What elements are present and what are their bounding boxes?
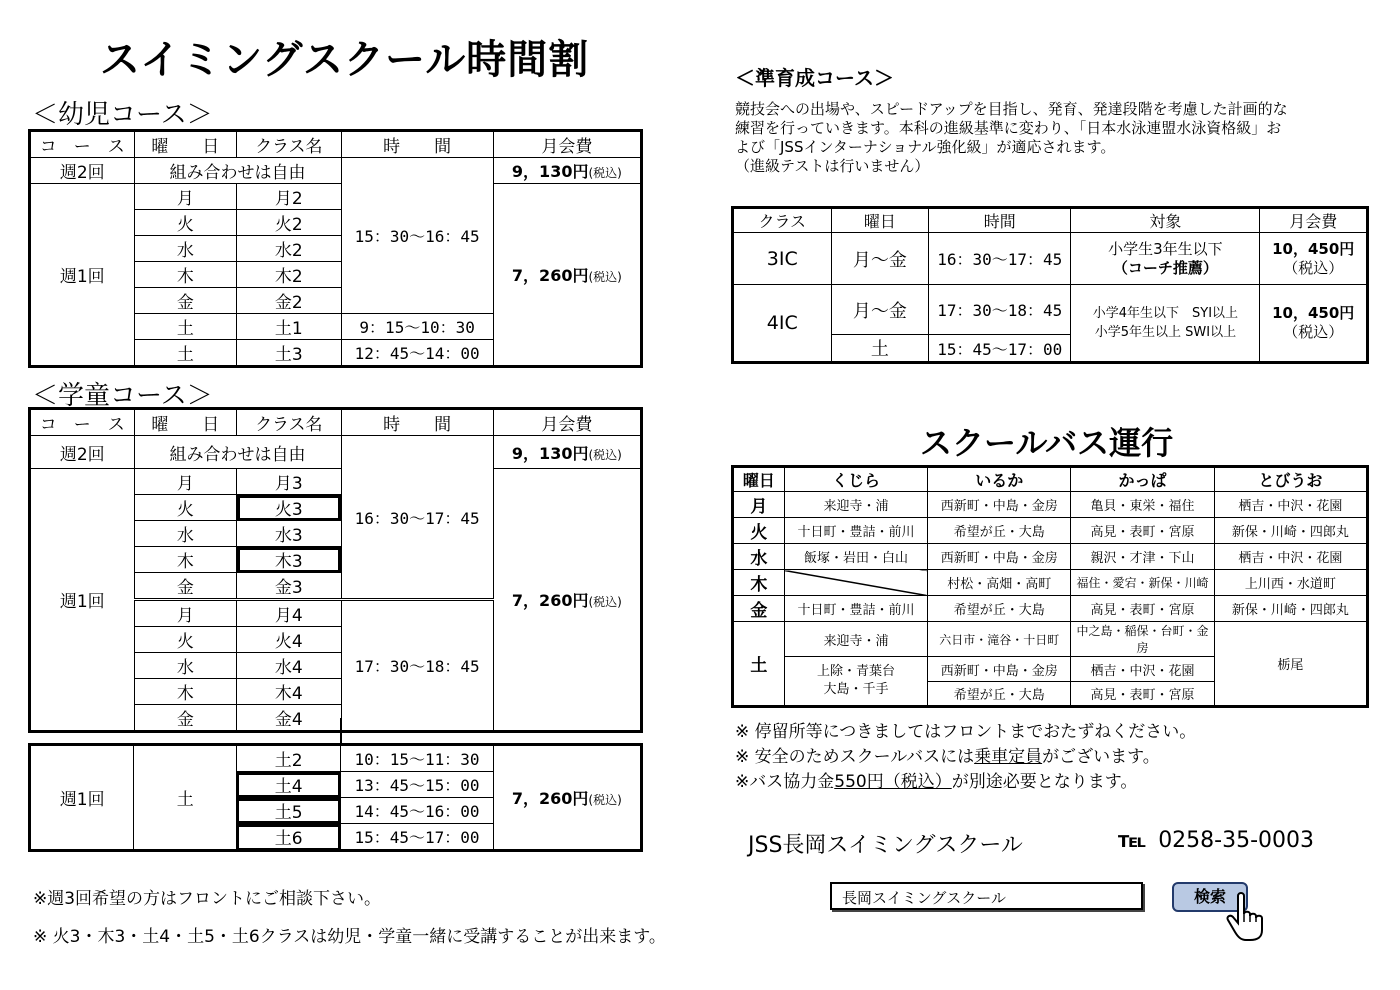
bus-header: とびうお bbox=[1214, 467, 1367, 492]
header-class: クラス名 bbox=[237, 409, 341, 436]
prep-class-4ic: 4IC bbox=[733, 285, 832, 363]
day-cell: 火 bbox=[134, 495, 237, 521]
bus-stop: 福住・愛宕・新保・川崎 bbox=[1071, 570, 1214, 596]
class-cell: 金3 bbox=[237, 573, 341, 600]
bus-stop-none bbox=[784, 570, 927, 596]
bus-stop: 高見・表町・宮原 bbox=[1071, 682, 1214, 707]
bus-notes bbox=[735, 720, 1196, 795]
header-class: クラス名 bbox=[237, 131, 341, 158]
bus-header: 曜日 bbox=[733, 467, 785, 492]
twice-fee: 9，130円(税込) bbox=[493, 158, 641, 184]
bus-stop: 上除・青葉台 大島・千手 bbox=[784, 657, 927, 707]
bus-stop: 西新町・中島・金房 bbox=[928, 544, 1071, 570]
prep-header-time: 時間 bbox=[929, 208, 1071, 233]
prep-target: 小学4年生以下 SYⅠ以上 小学5年生以上 SWⅠ以上 bbox=[1071, 285, 1260, 363]
day-cell: 土 bbox=[134, 340, 237, 367]
header-fee: 月会費 bbox=[493, 131, 641, 158]
gakudo-table bbox=[28, 407, 643, 733]
class-cell: 土3 bbox=[237, 340, 341, 367]
time-cell: 15：45～17：00 bbox=[341, 824, 493, 851]
prep-header-target: 対象 bbox=[1071, 208, 1260, 233]
bus-stop: 来迎寺・浦 bbox=[784, 622, 927, 657]
header-day: 曜 日 bbox=[134, 409, 237, 436]
class-cell: 木2 bbox=[237, 262, 341, 288]
class-cell-shared: 土5 bbox=[236, 798, 340, 824]
bus-day: 水 bbox=[733, 544, 785, 570]
class-cell-shared: 火3 bbox=[237, 495, 341, 521]
class-cell: 水3 bbox=[237, 521, 341, 547]
prep-desc-line: 競技会への出場や、スピードアップを目指し、発育、発達段階を考慮した計画的な bbox=[735, 100, 1288, 118]
bus-stop: 来迎寺・浦 bbox=[784, 492, 927, 518]
twice-fee: 9，130円(税込) bbox=[493, 436, 641, 469]
prep-table bbox=[731, 206, 1369, 364]
prep-day: 月～金 bbox=[831, 233, 929, 285]
bus-stop: 亀貝・東栄・福住 bbox=[1071, 492, 1214, 518]
class-cell: 土2 bbox=[236, 745, 340, 772]
bus-stop: 栖吉・中沢・花園 bbox=[1214, 492, 1367, 518]
once-fee: 7，260円(税込) bbox=[493, 184, 641, 367]
header-course: コ ー ス bbox=[30, 131, 135, 158]
time-cell: 10：15～11：30 bbox=[341, 745, 493, 772]
page-title: スイミングスクール時間割 bbox=[100, 37, 590, 83]
school-name: JSS長岡スイミングスクール bbox=[748, 833, 1023, 858]
prep-day: 土 bbox=[831, 335, 929, 363]
class-cell: 火2 bbox=[237, 210, 341, 236]
prep-class-3ic: 3IC bbox=[733, 233, 832, 285]
bus-stop: 希望が丘・大島 bbox=[928, 682, 1071, 707]
day-cell: 木 bbox=[134, 262, 237, 288]
time-cell: 14：45～16：00 bbox=[341, 798, 493, 824]
class-cell-shared: 土6 bbox=[236, 824, 340, 851]
bus-day: 火 bbox=[733, 518, 785, 544]
day-cell: 月 bbox=[134, 184, 237, 210]
bus-stop: 希望が丘・大島 bbox=[928, 596, 1071, 622]
day-cell: 金 bbox=[134, 705, 237, 732]
prep-day: 月～金 bbox=[831, 285, 929, 335]
header-course: コ ー ス bbox=[30, 409, 135, 436]
bus-stop: 栃尾 bbox=[1214, 622, 1367, 707]
twice-course: 週2回 bbox=[30, 436, 135, 469]
class-cell: 土1 bbox=[237, 314, 341, 340]
once-course: 週1回 bbox=[30, 469, 135, 732]
time-cell: 13：45～15：00 bbox=[341, 772, 493, 798]
day-cell: 金 bbox=[134, 573, 237, 600]
note-shared-classes: ※ 火3・木3・土4・土5・土6クラスは幼児・学童一緒に受講することが出来ます。 bbox=[33, 927, 666, 947]
prep-time: 15：45～17：00 bbox=[929, 335, 1071, 363]
bus-stop: 高見・表町・宮原 bbox=[1071, 596, 1214, 622]
prep-description bbox=[735, 100, 1375, 176]
pointer-hand-icon bbox=[1226, 892, 1266, 946]
day-cell: 水 bbox=[134, 521, 237, 547]
bus-note: ※ 安全のためスクールバスには乗車定員がございます。 bbox=[735, 747, 1160, 767]
day-cell: 水 bbox=[134, 236, 237, 262]
prep-fee: 10，450円 （税込） bbox=[1260, 233, 1368, 285]
prep-desc-line: （進級テストは行いません） bbox=[735, 157, 930, 175]
sat-fee: 7，260円(税込) bbox=[493, 745, 641, 851]
bus-stop: 栖吉・中沢・花園 bbox=[1214, 544, 1367, 570]
bus-header: くじら bbox=[784, 467, 927, 492]
once-course: 週1回 bbox=[30, 184, 135, 367]
day-cell: 木 bbox=[134, 679, 237, 705]
bus-stop: 中之島・稲保・台町・金房 bbox=[1071, 622, 1214, 657]
bus-stop: 新保・川崎・四郎丸 bbox=[1214, 518, 1367, 544]
class-cell: 火4 bbox=[237, 627, 341, 653]
bus-header: いるか bbox=[928, 467, 1071, 492]
youji-heading: ＜幼児コース＞ bbox=[32, 100, 213, 130]
sat-course: 週1回 bbox=[30, 745, 134, 851]
bus-day: 金 bbox=[733, 596, 785, 622]
twice-course: 週2回 bbox=[30, 158, 135, 184]
header-time: 時 間 bbox=[341, 409, 493, 436]
class-cell: 水4 bbox=[237, 653, 341, 679]
prep-desc-line: 練習を行っていきます。本科の進級基準に変わり、「日本水泳連盟水泳資格級」お bbox=[735, 119, 1282, 137]
connector-line bbox=[340, 718, 342, 744]
class-cell: 月4 bbox=[237, 600, 341, 627]
prep-heading: ＜準育成コース＞ bbox=[735, 66, 894, 90]
once-fee: 7，260円(税込) bbox=[493, 469, 641, 732]
bus-stop: 村松・高畑・高町 bbox=[928, 570, 1071, 596]
bus-day: 月 bbox=[733, 492, 785, 518]
time-block-2: 17：30～18：45 bbox=[341, 600, 493, 732]
prep-desc-line: よび「JSSインターナショナル強化級」が適応されます。 bbox=[735, 138, 1116, 156]
tel-icon: ℡ bbox=[1118, 828, 1147, 853]
header-time: 時 間 bbox=[341, 131, 493, 158]
search-input[interactable]: 長岡スイミングスクール bbox=[830, 882, 1143, 910]
bus-stop: 西新町・中島・金房 bbox=[928, 492, 1071, 518]
class-cell: 金4 bbox=[237, 705, 341, 732]
bus-note: ※ 停留所等につきましてはフロントまでおたずねください。 bbox=[735, 722, 1197, 742]
bus-stop: 十日町・豊詰・前川 bbox=[784, 596, 927, 622]
bus-stop: 上川西・水道町 bbox=[1214, 570, 1367, 596]
bus-table bbox=[731, 465, 1369, 708]
prep-header-day: 曜日 bbox=[831, 208, 929, 233]
prep-fee: 10，450円 （税込） bbox=[1260, 285, 1368, 363]
header-fee: 月会費 bbox=[493, 409, 641, 436]
bus-note: ※バス協力金550円（税込）が別途必要となります。 bbox=[735, 772, 1138, 792]
header-day: 曜 日 bbox=[134, 131, 237, 158]
class-cell: 金2 bbox=[237, 288, 341, 314]
bus-stop: 希望が丘・大島 bbox=[928, 518, 1071, 544]
class-cell-shared: 木3 bbox=[237, 547, 341, 573]
class-cell: 木4 bbox=[237, 679, 341, 705]
class-cell: 月3 bbox=[237, 469, 341, 495]
prep-time: 17：30～18：45 bbox=[929, 285, 1071, 335]
sat-day: 土 bbox=[134, 745, 236, 851]
gakudo-heading: ＜学童コース＞ bbox=[32, 381, 213, 411]
time-cell: 12：45～14：00 bbox=[341, 340, 493, 367]
bus-stop: 新保・川崎・四郎丸 bbox=[1214, 596, 1367, 622]
day-cell: 木 bbox=[134, 547, 237, 573]
bus-stop: 飯塚・岩田・白山 bbox=[784, 544, 927, 570]
prep-header-fee: 月会費 bbox=[1260, 208, 1368, 233]
time-cell: 9：15～10：30 bbox=[341, 314, 493, 340]
day-cell: 月 bbox=[134, 600, 237, 627]
day-cell: 火 bbox=[134, 627, 237, 653]
day-cell: 火 bbox=[134, 210, 237, 236]
twice-text: 組み合わせは自由 bbox=[134, 158, 341, 184]
prep-header-class: クラス bbox=[733, 208, 832, 233]
bus-day: 木 bbox=[733, 570, 785, 596]
bus-title: スクールバス運行 bbox=[920, 424, 1174, 462]
class-cell: 月2 bbox=[237, 184, 341, 210]
bus-stop: 十日町・豊詰・前川 bbox=[784, 518, 927, 544]
class-cell-shared: 土4 bbox=[236, 772, 340, 798]
day-cell: 金 bbox=[134, 288, 237, 314]
bus-stop: 高見・表町・宮原 bbox=[1071, 518, 1214, 544]
twice-text: 組み合わせは自由 bbox=[134, 436, 341, 469]
bus-stop: 西新町・中島・金房 bbox=[928, 657, 1071, 682]
time-block-1: 16：30～17：45 bbox=[341, 436, 493, 600]
search-button[interactable]: 検索 bbox=[1172, 882, 1248, 912]
bus-stop: 栖吉・中沢・花園 bbox=[1071, 657, 1214, 682]
bus-stop: 親沢・才津・下山 bbox=[1071, 544, 1214, 570]
bus-day: 土 bbox=[733, 622, 785, 707]
class-cell: 水2 bbox=[237, 236, 341, 262]
day-cell: 土 bbox=[134, 314, 237, 340]
day-cell: 水 bbox=[134, 653, 237, 679]
phone: ℡ 0258-35-0003 bbox=[1118, 828, 1315, 853]
weekday-time: 15：30～16：45 bbox=[341, 158, 493, 314]
prep-time: 16：30～17：45 bbox=[929, 233, 1071, 285]
youji-table bbox=[28, 129, 643, 368]
day-cell: 月 bbox=[134, 469, 237, 495]
gakudo-saturday-table bbox=[28, 743, 643, 852]
prep-target: 小学生3年生以下 （コーチ推薦） bbox=[1071, 233, 1260, 285]
bus-header: かっぱ bbox=[1071, 467, 1214, 492]
bus-stop: 六日市・滝谷・十日町 bbox=[928, 622, 1071, 657]
note-three-times: ※週3回希望の方はフロントにご相談下さい。 bbox=[33, 889, 382, 909]
